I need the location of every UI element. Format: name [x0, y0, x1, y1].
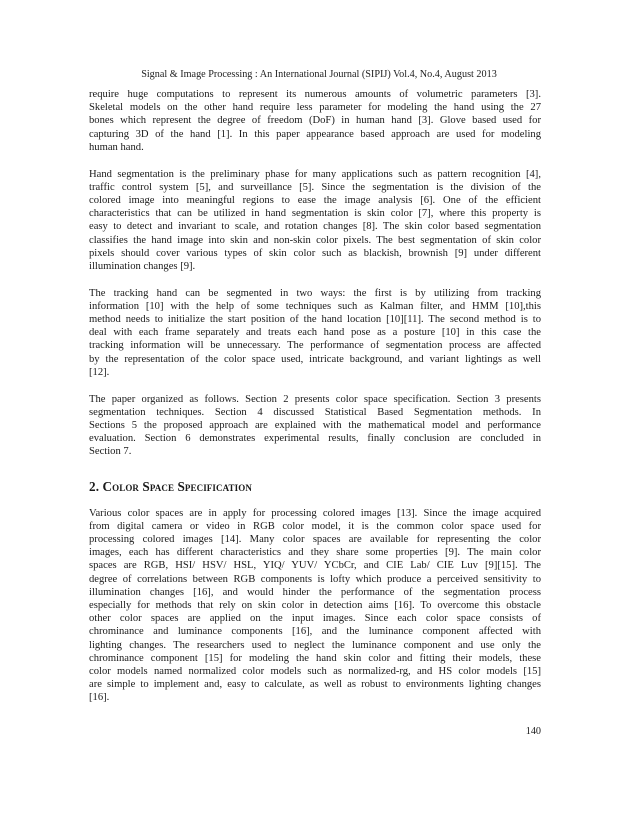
- text-line: traffic control system [5], and surveillance [5]. Since the segmentation is the division of the: [89, 181, 541, 193]
- text-line: pixels should cover various types of skin color such as blackish, brownish [9] under different: [89, 247, 541, 259]
- text-line: classifies the hand image into skin and non-skin color pixels. The best segmentation of skin color: [89, 234, 541, 246]
- text-line: Hand segmentation is the preliminary phase for many applications such as pattern recognition [4],: [89, 168, 541, 180]
- text-line: from digital camera or video in RGB color model, it is the common color space used for: [89, 520, 541, 532]
- text-line: characteristics that can be utilized in hand segmentation is skin color [7], where this property is: [89, 208, 541, 220]
- text-line: illumination changes [16], and would hinder the performance of the segmentation process: [89, 586, 541, 598]
- text-line: evaluation. Section 6 demonstrates experimental results, finally conclusion are concluded in: [89, 433, 541, 445]
- paragraph: [89, 88, 541, 154]
- text-line: lighting changes. The researchers used to neglect the luminance component and use only the: [89, 639, 541, 651]
- text-line: segmentation techniques. Section 4 discussed Statistical Based Segmentation methods. In: [89, 406, 541, 418]
- text-line: [16].: [89, 692, 110, 704]
- section-paragraph: [89, 507, 541, 705]
- text-line: especially for methods that rely on skin color in detection aims [16]. To overcome this obstacle: [89, 600, 541, 611]
- text-line: processing colored images [14]. Many color spaces are available for representing the color: [89, 533, 541, 545]
- text-line: by the representation of the color space used, intricate background, and variant lightings as well: [89, 353, 541, 365]
- text-line: color models named normalized color models such as normalized-rg, and HS color models [15]: [89, 666, 541, 678]
- text-line: human hand.: [89, 141, 144, 153]
- text-line: are simple to implement and, easy to calculate, as well as robust to environments lighting changes: [89, 679, 541, 691]
- text-line: capturing 3D of the hand [1]. In this paper appearance based approach are used for modeling: [89, 128, 541, 140]
- text-line: spaces are RGB, HSI/ HSV/ HSL, YIQ/ YUV/ YCbCr, and CIE Lab/ CIE Luv [9][15]. The: [89, 560, 541, 572]
- text-line: easy to detect and invariant to scale, and rotation changes [8]. The skin color based segmentation: [89, 221, 541, 233]
- running-header: Signal & Image Processing : An International Journal (SIPIJ) Vol.4, No.4, August 2013: [141, 69, 497, 80]
- paragraph: [89, 168, 541, 274]
- text-line: The tracking hand can be segmented in two ways: the first is by utilizing from tracking: [89, 287, 541, 299]
- text-line: [12].: [89, 366, 110, 378]
- text-line: Section 7.: [89, 446, 132, 458]
- text-line: bones which represent the degree of freedom (DoF) in human hand [3]. Glove based used for: [89, 115, 541, 127]
- text-line: tracking information will be unnecessary. The performance of segmentation process are affected: [89, 340, 541, 352]
- text-line: colored image into meaningful regions to ease the image analysis [6]. One of the efficient: [89, 194, 541, 206]
- paragraph: [89, 287, 541, 379]
- text-line: images, each has different characteristics and they share some properties [9]. The main color: [89, 547, 541, 559]
- text-line: degree of correlations between RGB components is lofty which produce a perceived sensitivity to: [89, 573, 541, 585]
- text-line: Skeletal models on the other hand require less parameter for modeling the hand using the 27: [89, 102, 541, 114]
- text-line: other color spaces are applied on the input images. Since each color space consists of: [89, 613, 541, 625]
- text-line: Sections 5 the proposed approach are explained with the mathematical model and performance: [89, 419, 541, 431]
- body-paragraphs: [89, 88, 541, 459]
- text-line: illumination changes [9].: [89, 260, 196, 272]
- text-line: method needs to initialize the start position of the hand location [10][11]. The second method is to: [89, 314, 541, 326]
- text-line: deal with each frame separately and treats each hand pose as a posture [10] in this case the: [89, 327, 541, 339]
- text-line: Various color spaces are in apply for processing colored images [13]. Since the image acquired: [89, 507, 541, 519]
- text-line: information [10] with the help of some techniques such as Kalman filter, and HMM [10],this: [89, 300, 541, 312]
- text-line: chrominance component [15] for modeling the hand skin color and fitting their models, these: [89, 652, 541, 664]
- text-line: require huge computations to represent its numerous amounts of volumetric parameters [3].: [89, 89, 541, 100]
- text-line: chrominance and luminance components [16], and the luminance component affected with: [89, 626, 541, 638]
- page-body: [89, 88, 541, 718]
- text-line: The paper organized as follows. Section 2 presents color space specification. Section 3 presents: [89, 393, 541, 405]
- paragraph: [89, 393, 541, 459]
- section-heading: 2. Color Space Specification: [89, 478, 252, 494]
- page-number: 140: [525, 726, 541, 737]
